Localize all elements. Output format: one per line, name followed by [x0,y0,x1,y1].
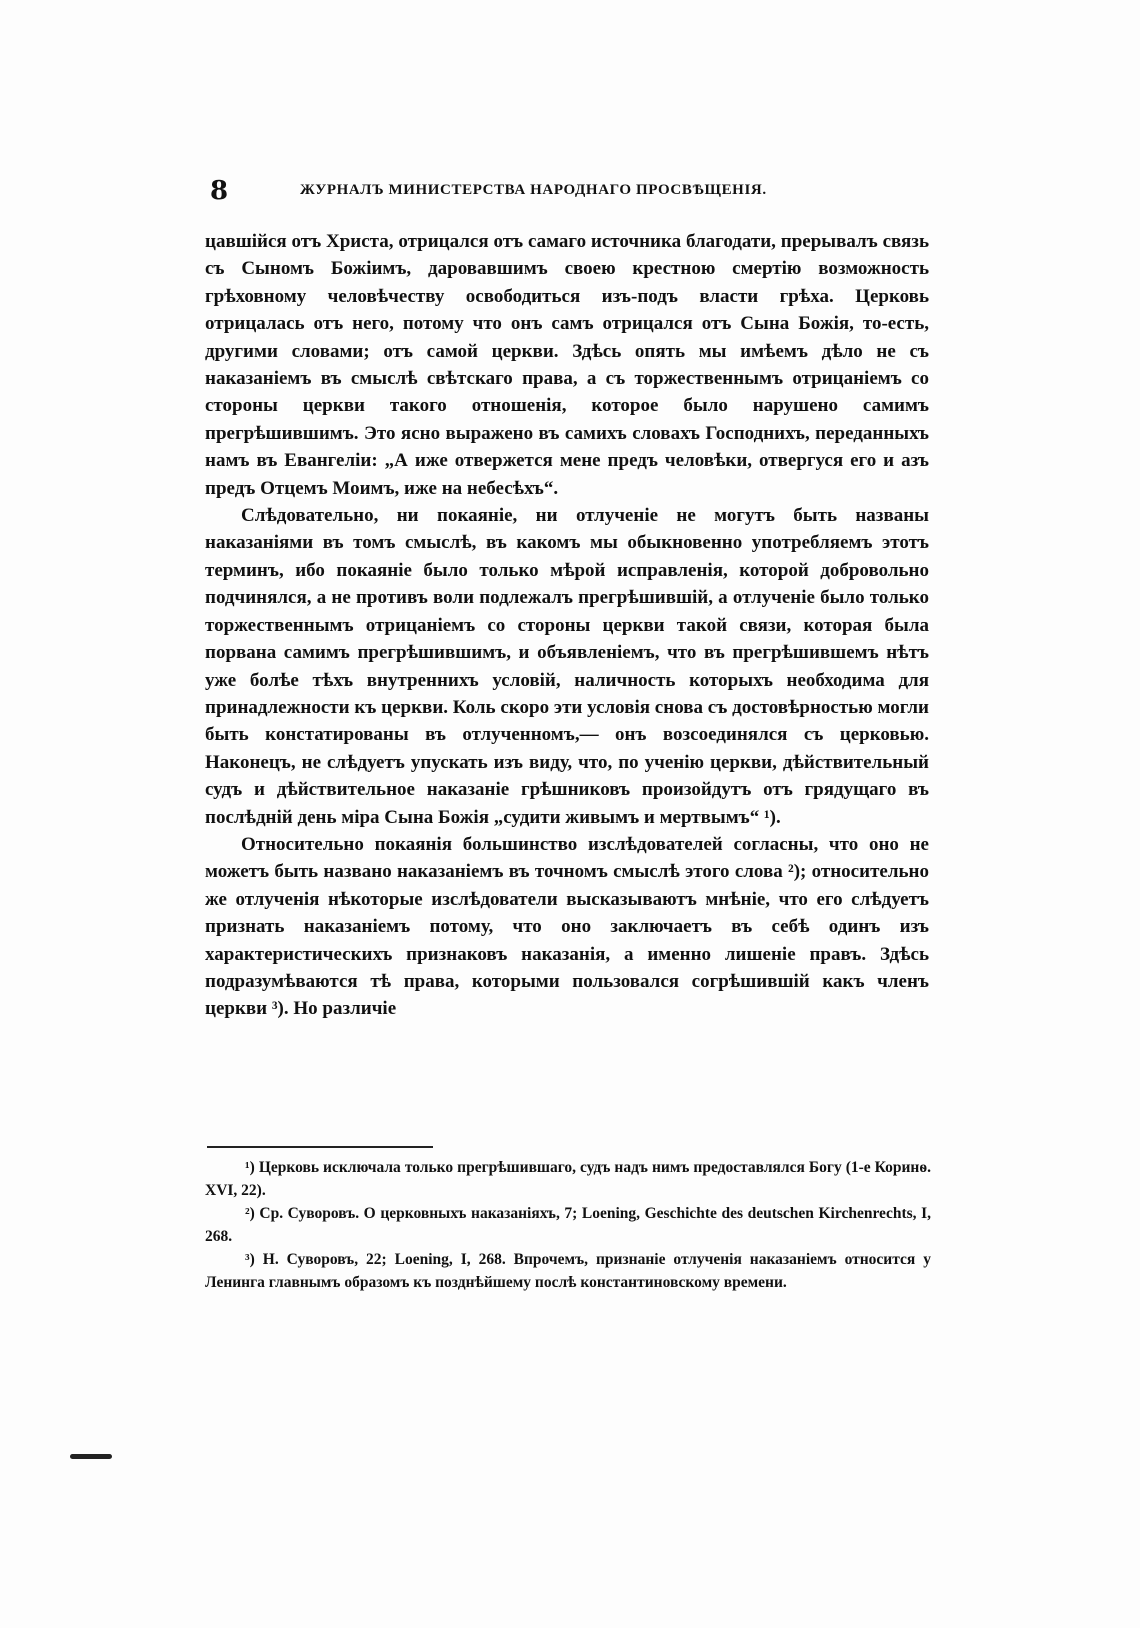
paragraph-3: Относительно покаянія большинство изслѣдователей согласны, что оно не можетъ быть названо наказаніемъ въ точномъ смыслѣ этого слова ²); относительно же отлученія нѣкоторые изслѣдователи высказываютъ мнѣніе, что его слѣдуетъ признать наказаніемъ потому, что оно заключаетъ въ себѣ одинъ изъ характеристическихъ признаковъ наказанія, а именно лишеніе правъ. Здѣсь подразумѣваются тѣ права, которыми пользовался согрѣшившій какъ членъ церкви ³). Но различіе [205,833,929,1020]
running-title: ЖУРНАЛЪ МИНИСТЕРСТВА НАРОДНАГО ПРОСВѢЩЕНІЯ. [300,182,767,198]
footnote-divider [207,1146,433,1148]
footnotes [205,1156,931,1294]
body-text [205,228,929,1023]
footnote-2: ²) Ср. Суворовъ. О церковныхъ наказаніяхъ, 7; Loening, Geschichte des deutschen Kirchenrechts, I, 268. [205,1205,931,1245]
footnote-1: ¹) Церковь исключала только прегрѣшившаго, судъ надъ нимъ предоставлялся Богу (1-е Коринѳ. XVI, 22). [205,1159,931,1199]
paragraph-2: Слѣдовательно, ни покаяніе, ни отлученіе не могутъ быть названы наказаніями въ томъ смыслѣ, въ какомъ мы обыкновенно употребляемъ этотъ терминъ, ибо покаяніе было только мѣрой исправленія, которой добровольно подчинялся, а не противъ воли подлежалъ прегрѣшившій, а отлученіе было только торжественнымъ отрицаніемъ со стороны церкви такой связи, которая была порвана самимъ прегрѣшившимъ, и объявленіемъ, что въ прегрѣшившемъ нѣтъ уже болѣе тѣхъ внутреннихъ условій, наличность которыхъ необходима для принадлежности къ церкви. Коль скоро эти условія снова съ достовѣрностью могли быть констатированы въ отлученномъ,— онъ возсоединялся съ церковью. Наконецъ, не слѣдуетъ упускать изъ виду, что, по ученію церкви, дѣйствительный судъ и дѣйствительное наказаніе грѣшниковъ произойдутъ отъ грядущаго въ послѣдній день міра Сына Божія „судити живымъ и мертвымъ“ ¹). [205,505,929,828]
footnote-3: ³) Н. Суворовъ, 22; Loening, I, 268. Впрочемъ, признаніе отлученія наказаніемъ относится у Ленинга главнымъ образомъ къ позднѣйшему послѣ константиновскому времени. [205,1251,931,1291]
page-number: 8 [210,176,229,206]
margin-mark [70,1454,112,1459]
page-header [210,176,930,208]
paragraph-1: цавшійся отъ Христа, отрицался отъ самаго источника благодати, прерывалъ связь съ Сыномъ Божіимъ, даровавшимъ своею крестною смертію возможность грѣховному человѣчеству освободиться изъ-подъ власти грѣха. Церковь отрицалась отъ него, потому что онъ самъ отрицался отъ Сына Божія, то-есть, другими словами; отъ самой церкви. Здѣсь опять мы имѣемъ дѣло не съ наказаніемъ въ смыслѣ свѣтскаго права, а съ торжественнымъ отрицаніемъ со стороны церкви такого отношенія, которое было нарушено самимъ прегрѣшившимъ. Это ясно выражено въ самихъ словахъ Господнихъ, переданныхъ намъ въ Евангеліи: „А иже отвержется мене предъ человѣки, отвергуся его и азъ предъ Отцемъ Моимъ, иже на небесѣхъ“. [205,231,929,499]
